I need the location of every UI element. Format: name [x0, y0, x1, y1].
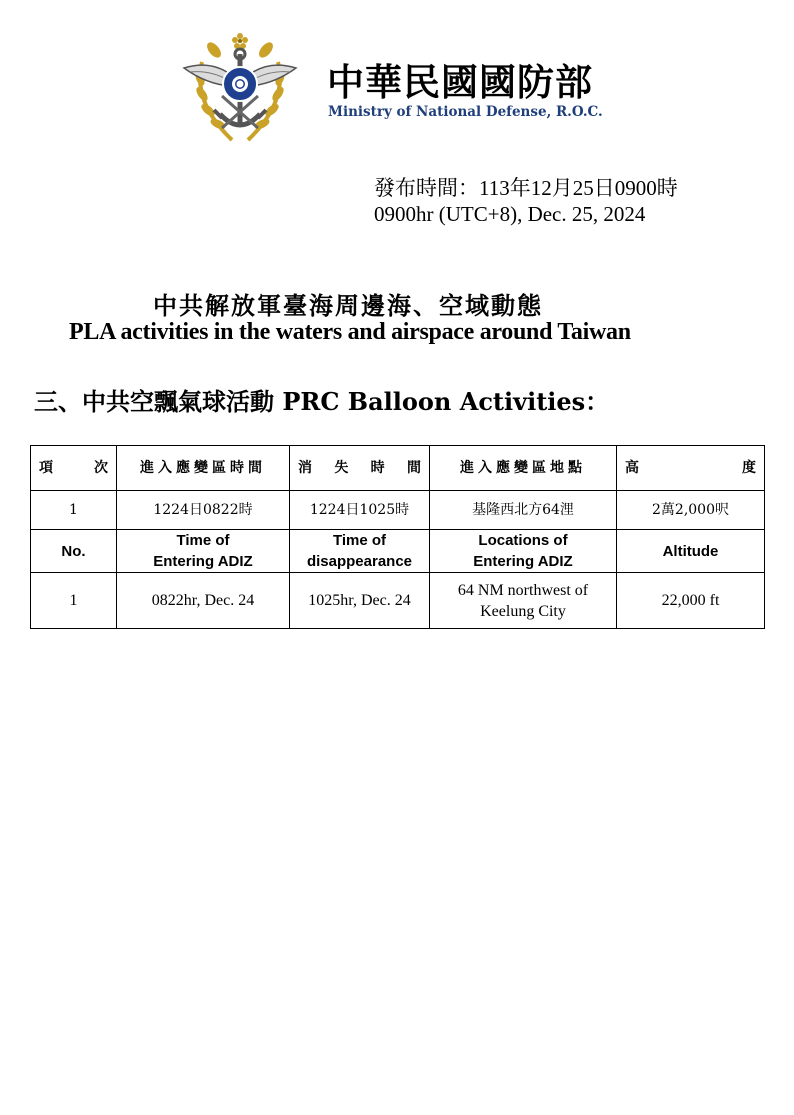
cell-disappear-time: 1025hr, Dec. 24 — [290, 573, 430, 629]
header-location-en: Locations of Entering ADIZ — [430, 530, 617, 573]
table-row — [31, 491, 765, 530]
header-no-en: No. — [31, 530, 117, 573]
section-heading: 三、中共空飄氣球活動 PRC Balloon Activities： — [34, 387, 610, 416]
org-name-zh: 中華民國國防部 — [327, 61, 593, 104]
header-altitude-zh: 高 度 — [617, 446, 765, 491]
header-enter-time-zh: 進入應變區時間 — [117, 446, 290, 491]
publish-time-zh: 發布時間：113年12月25日0900時 — [374, 176, 678, 200]
page-title-en: PLA activities in the waters and airspace around Taiwan — [69, 319, 631, 345]
cell-enter-time: 1224日0822時 — [117, 491, 290, 530]
page-title-zh: 中共解放軍臺海周邊海、空域動態 — [153, 291, 543, 320]
table-header-en — [31, 530, 765, 573]
org-name-en: Ministry of National Defense, R.O.C. — [328, 104, 603, 120]
balloon-activities-table — [30, 445, 765, 629]
header-disappear-time-en: Time of disappearance — [290, 530, 430, 573]
cell-no: 1 — [31, 491, 117, 530]
header-altitude-en: Altitude — [617, 530, 765, 573]
cell-location: 64 NM northwest of Keelung City — [430, 573, 617, 629]
cell-altitude: 2萬2,000呎 — [617, 491, 765, 530]
header-location-zh: 進入應變區地點 — [430, 446, 617, 491]
cell-location: 基隆西北方64浬 — [430, 491, 617, 530]
publish-time-en: 0900hr (UTC+8), Dec. 25, 2024 — [374, 202, 646, 226]
cell-altitude: 22,000 ft — [617, 573, 765, 629]
header-enter-time-en: Time of Entering ADIZ — [117, 530, 290, 573]
mnd-emblem-icon — [180, 32, 300, 144]
table-row — [31, 573, 765, 629]
header-no-zh: 項 次 — [31, 446, 117, 491]
header-disappear-time-zh: 消 失 時 間 — [290, 446, 430, 491]
cell-no: 1 — [31, 573, 117, 629]
cell-disappear-time: 1224日1025時 — [290, 491, 430, 530]
table-header-zh — [31, 446, 765, 491]
cell-enter-time: 0822hr, Dec. 24 — [117, 573, 290, 629]
